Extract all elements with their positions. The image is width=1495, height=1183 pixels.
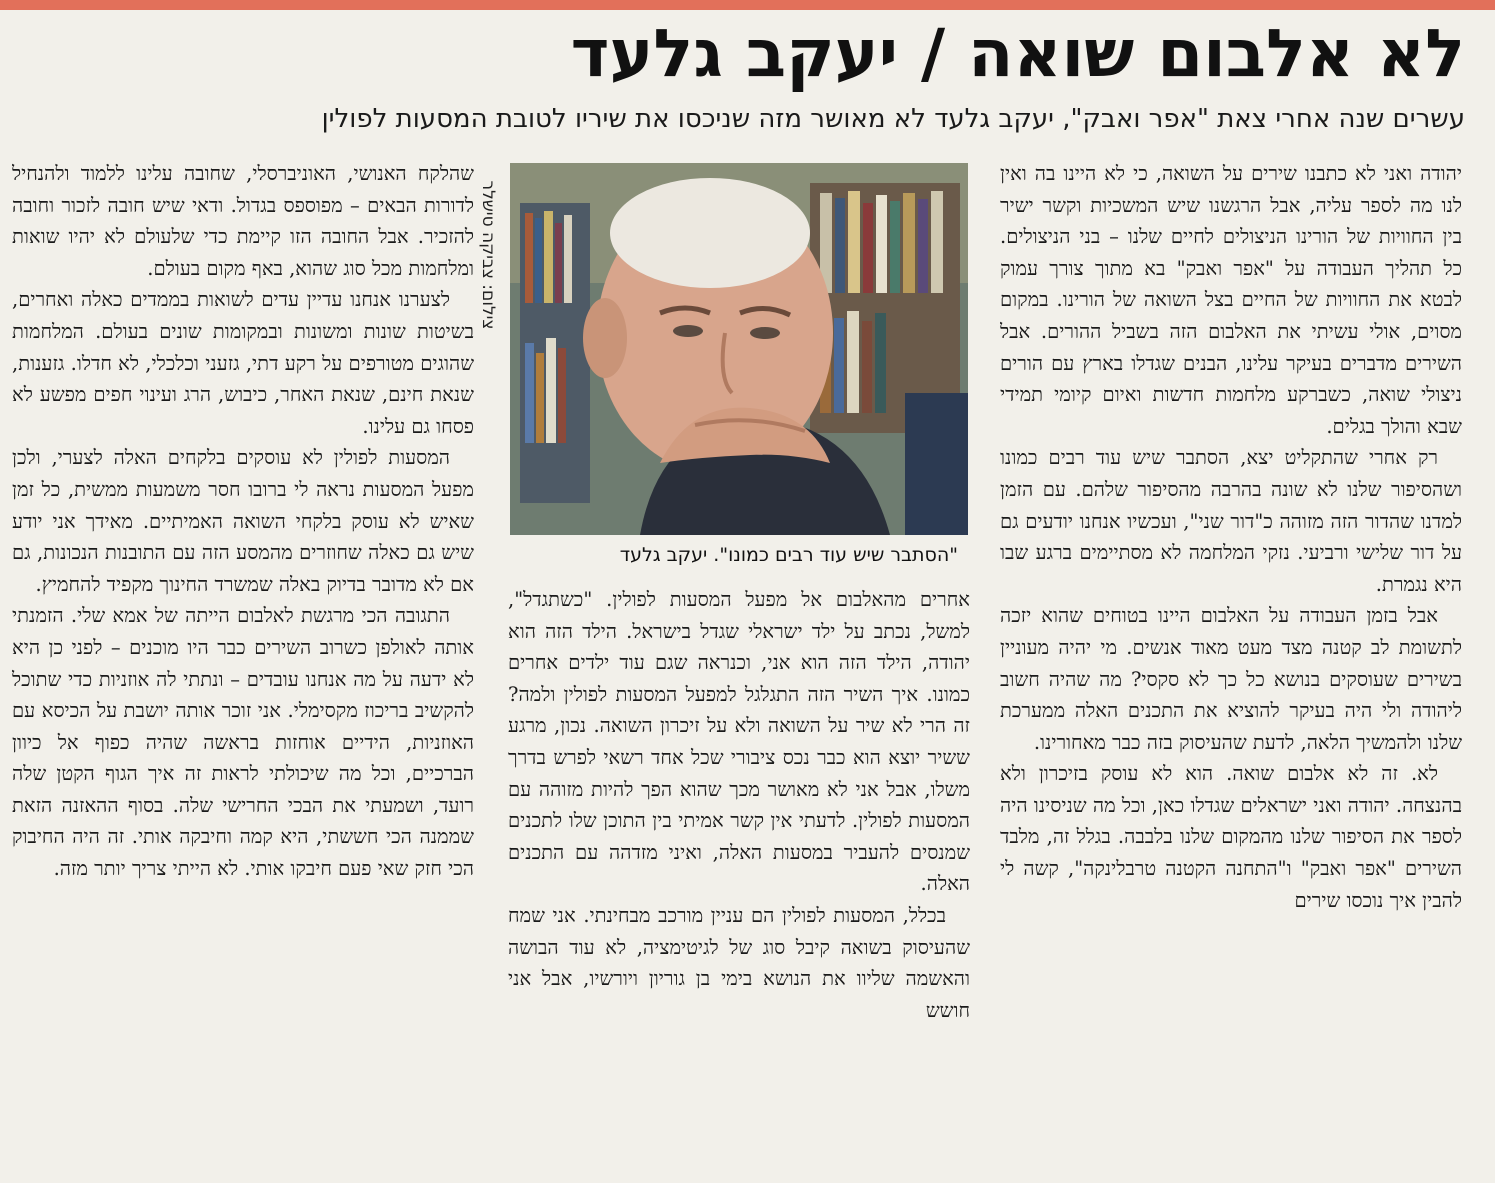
paragraph: אבל בזמן העבודה על האלבום היינו בטוחים שהוא יזכה לתשומת לב קטנה מצד מעט מאוד אנשים. מי יהיה מעוניין בשירים שעוסקים בנושא כל כך לא סקסי? מה שהיה חשוב ליהודה ולי היה בעיקר להוציא את התכנים האלה ממערכת שלנו ולהמשיך הלאה, לדעת שהעיסוק בזה כבר מאחורינו. — [1000, 604, 1462, 754]
headline: לא אלבום שואה / יעקב גלעד — [570, 15, 1465, 92]
portrait-illustration — [510, 163, 968, 535]
article-column-middle — [508, 584, 970, 1158]
paragraph: שהלקח האנושי, האוניברסלי, שחובה עלינו ללמוד ולהנחיל לדורות הבאים – מפוספס בגדול. ודאי שיש חובה לזכור וחובה להזכיר. אבל החובה הזו קיימת כדי שלעולם לא יהיו שואות ומלחמות מכל סוג שהוא, באף מקום בעולם. — [12, 162, 474, 280]
photo-credit — [470, 165, 506, 345]
paragraph: לצערנו אנחנו עדיין עדים לשואות בממדים כאלה ואחרים, בשיטות שונות ומשונות ובמקומות שונים בעולם. המלחמות שהוגים מטורפים על רקע דתי, גזעני וכלכלי, לא חדלו. גזענות, שנאת חינם, שנאת האחר, כיבוש, הרג ועינוי חפים מפשע לא פסחו גם עלינו. — [12, 288, 474, 438]
paragraph: אחרים מהאלבום אל מפעל המסעות לפולין. "כשתגדל", למשל, נכתב על ילד ישראלי שגדל בישראל. הילד הזה הוא יהודה, הילד הזה הוא אני, וכנראה שגם עוד ילדים אחרים כמונו. איך השיר הזה התגלגל למפעל המסעות לפולין ולמה? זה הרי לא שיר על השואה ולא על זיכרון השואה. נכון, מרגע ששיר יוצא הוא כבר נכס ציבורי שכל אחד רשאי לפרש בדרך משלו, אבל אני לא מאושר מכך שהוא הפך להיות מזוהה עם המסעות לפולין. לדעתי אין קשר אמיתי בין התוכן שלו לתכנים שמנסים להעביר במסעות האלה, ואיני מזדהה עם התכנים האלה. — [508, 588, 970, 896]
portrait-photo — [510, 163, 968, 535]
paragraph: יהודה ואני לא כתבנו שירים על השואה, כי לא היינו בה ואין לנו מה לספר עליה, אבל הרגשנו שיש המשכיות וקשר ישיר בין החוויות של הורינו הניצולים לחיים שלנו – בני הניצולים. כל תהליך העבודה על "אפר ואבק" בא מתוך צורך עמוק לבטא את החוויות של החיים בצל השואה של הורינו. במקום מסוים, אולי עשיתי את האלבום הזה בשביל ההורים. אבל השירים מדברים בעיקר עלינו, הבנים שגדלו בארץ עם הורים ניצולי שואה, כשברקע מלחמות חדשות ואיום קיומי תמידי שבא והולך בגלים. — [1000, 162, 1462, 438]
top-color-bar — [0, 0, 1495, 10]
photo-credit-text: צילום: צביקה טישלר — [478, 180, 498, 330]
paragraph: לא. זה לא אלבום שואה. הוא לא עוסק בזיכרון ולא בהנצחה. יהודה ואני ישראלים שגדלו כאן, וכל מה שניסינו היה לספר את הסיפור שלנו מהמקום שלנו בלבבה. בגלל זה, מלבד השירים "אפר ואבק" ו"התחנה הקטנה טרבלינקה", קשה לי להבין איך נוכסו שירים — [1000, 762, 1462, 912]
photo-caption: "הסתבר שיש עוד רבים כמונו". יעקב גלעד — [619, 544, 958, 566]
paragraph: המסעות לפולין לא עוסקים בלקחים האלה לצערי, ולכן מפעל המסעות נראה לי ברובו חסר משמעות ממשית, כל זמן שאיש לא עוסק בלקחי השואה האמיתיים. מאידך אני יודע שיש גם כאלה שחוזרים מהמסע הזה עם התובנות הנכונות, גם אם לא מדובר בדיוק באלה שמשרד החינוך מקפיד להחמיץ. — [12, 446, 474, 596]
article-column-left — [12, 158, 474, 1158]
paragraph: רק אחרי שהתקליט יצא, הסתבר שיש עוד רבים כמונו ושהסיפור שלנו לא שונה בהרבה מהסיפור שלהם. עם הזמן למדנו שהדור הזה מזוהה כ"דור שני", ועכשיו אנחנו יודעים גם על דור שלישי ורביעי. נזקי המלחמה לא מסתיימים ברגע שבו היא נגמרת. — [1000, 446, 1462, 596]
paragraph: התגובה הכי מרגשת לאלבום הייתה של אמא שלי. הזמנתי אותה לאולפן כשרוב השירים כבר היו מוכנים – לפני כן היא לא ידעה על מה אנחנו עובדים – ונתתי לה אוזניות כדי שתוכל להקשיב בריכוז מקסימלי. אני זוכר אותה יושבת על הכיסא עם האוזניות, הידיים אוחזות בראשה שהיה כפוף אל כיוון הברכיים, וכל מה שיכולתי לראות זה איך הגוף הקטן שלה רועד, ושמעתי את הבכי החרישי שלה. בסוף ההאזנה הזאת שממנה הכי חששתי, היא קמה וחיבקה אותי. זה היה החיבוק הכי חזק שאי פעם חיבקו אותי. לא הייתי צריך יותר מזה. — [12, 604, 474, 881]
paragraph: בכלל, המסעות לפולין הם עניין מורכב מבחינתי. אני שמח שהעיסוק בשואה קיבל סוג של לגיטימציה, לא עוד הבושה והאשמה שליוו את הנושא בימי בן גוריון ויורשיו, אבל אני חושש — [508, 903, 970, 1022]
subheadline: עשרים שנה אחרי צאת "אפר ואבק", יעקב גלעד לא מאושר מזה שניכסו את שיריו לטובת המסעות לפולין — [321, 104, 1465, 134]
article-column-right — [1000, 158, 1462, 1158]
